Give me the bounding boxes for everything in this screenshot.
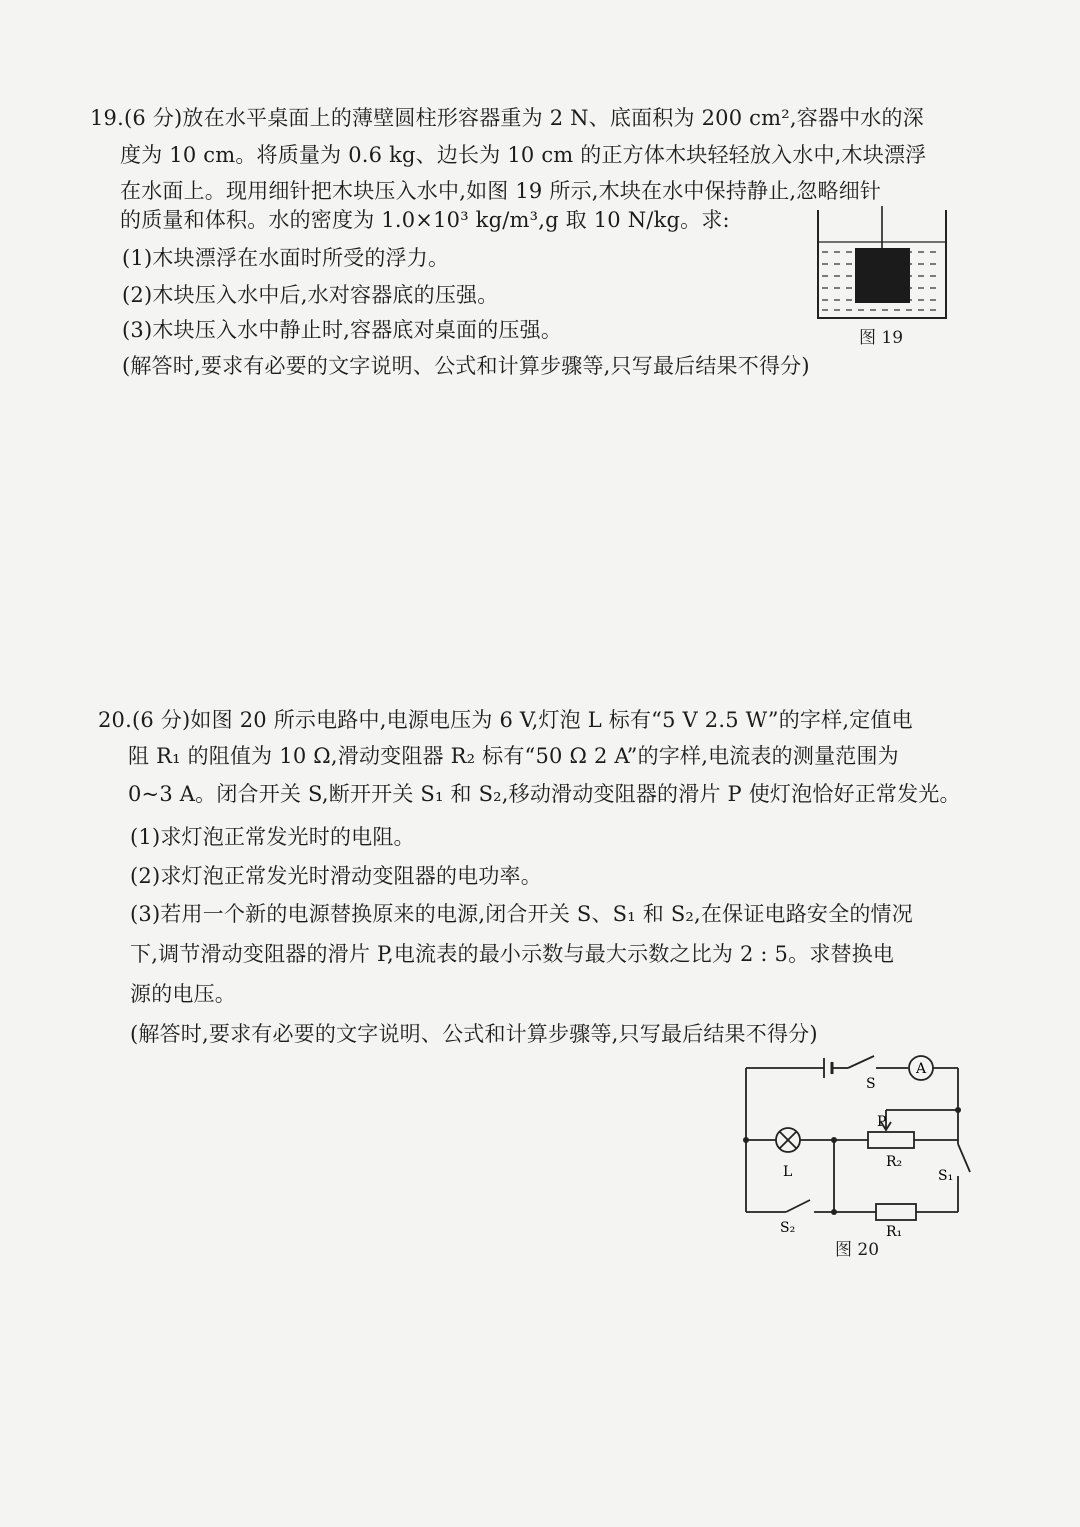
figure-19-caption: 图 19 [858,328,904,348]
q19-line-1: 19.(6 分)放在水平桌面上的薄壁圆柱形容器重为 2 N、底面积为 200 cm²,容器中水的深 [90,106,924,130]
resistor-r1 [876,1204,916,1220]
wood-block [855,248,910,303]
q20-line-2: 阻 R₁ 的阻值为 10 Ω,滑动变阻器 R₂ 标有“50 Ω 2 A”的字样,电流表的测量范围为 [128,744,899,768]
label-slider-p: P [877,1114,887,1130]
q20-subquestion-2: (2)求灯泡正常发光时滑动变阻器的电功率。 [130,864,542,888]
q20-subquestion-3-line-2: 下,调节滑动变阻器的滑片 P,电流表的最小示数与最大示数之比为 2 : 5。求替换电 [130,942,895,966]
figure-20 [740,1052,980,1242]
q20-line-3: 0~3 A。闭合开关 S,断开开关 S₁ 和 S₂,移动滑动变阻器的滑片 P 使灯泡恰好正常发光。 [128,782,961,806]
resistor-r2 [868,1132,914,1148]
figure-19 [812,206,952,324]
q19-subquestion-2: (2)木块压入水中后,水对容器底的压强。 [122,283,499,307]
label-lamp: L [783,1164,793,1180]
switch-s [848,1056,874,1068]
label-switch-s: S [866,1076,876,1092]
q20-line-1: 20.(6 分)如图 20 所示电路中,电源电压为 6 V,灯泡 L 标有“5 V 2.5 W”的字样,定值电 [98,708,913,732]
q19-subquestion-3: (3)木块压入水中静止时,容器底对桌面的压强。 [122,318,563,342]
switch-s1 [958,1144,970,1172]
label-r1: R₁ [886,1224,903,1240]
q20-answer-note: (解答时,要求有必要的文字说明、公式和计算步骤等,只写最后结果不得分) [130,1022,818,1046]
label-r2: R₂ [886,1154,903,1170]
q19-line-3: 在水面上。现用细针把木块压入水中,如图 19 所示,木块在水中保持静止,忽略细针 [120,179,882,203]
q20-subquestion-3-line-3: 源的电压。 [130,982,236,1006]
q19-subquestion-1: (1)木块漂浮在水面时所受的浮力。 [122,246,450,270]
label-ammeter: A [916,1061,927,1077]
switch-s2 [786,1200,810,1212]
q19-line-2: 度为 10 cm。将质量为 0.6 kg、边长为 10 cm 的正方体木块轻轻放入水中,木块漂浮 [120,143,927,167]
q20-subquestion-3-line-1: (3)若用一个新的电源替换原来的电源,闭合开关 S、S₁ 和 S₂,在保证电路安全的情况 [130,902,913,926]
circuit-diagram [740,1052,980,1242]
figure-20-caption: 图 20 [834,1240,880,1260]
label-s2: S₂ [780,1220,796,1236]
container-diagram [812,206,952,324]
q19-answer-note: (解答时,要求有必要的文字说明、公式和计算步骤等,只写最后结果不得分) [122,354,810,378]
q20-subquestion-1: (1)求灯泡正常发光时的电阻。 [130,825,415,849]
label-s1: S₁ [938,1168,954,1184]
q19-line-4: 的质量和体积。水的密度为 1.0×10³ kg/m³,g 取 10 N/kg。求: [120,208,730,232]
